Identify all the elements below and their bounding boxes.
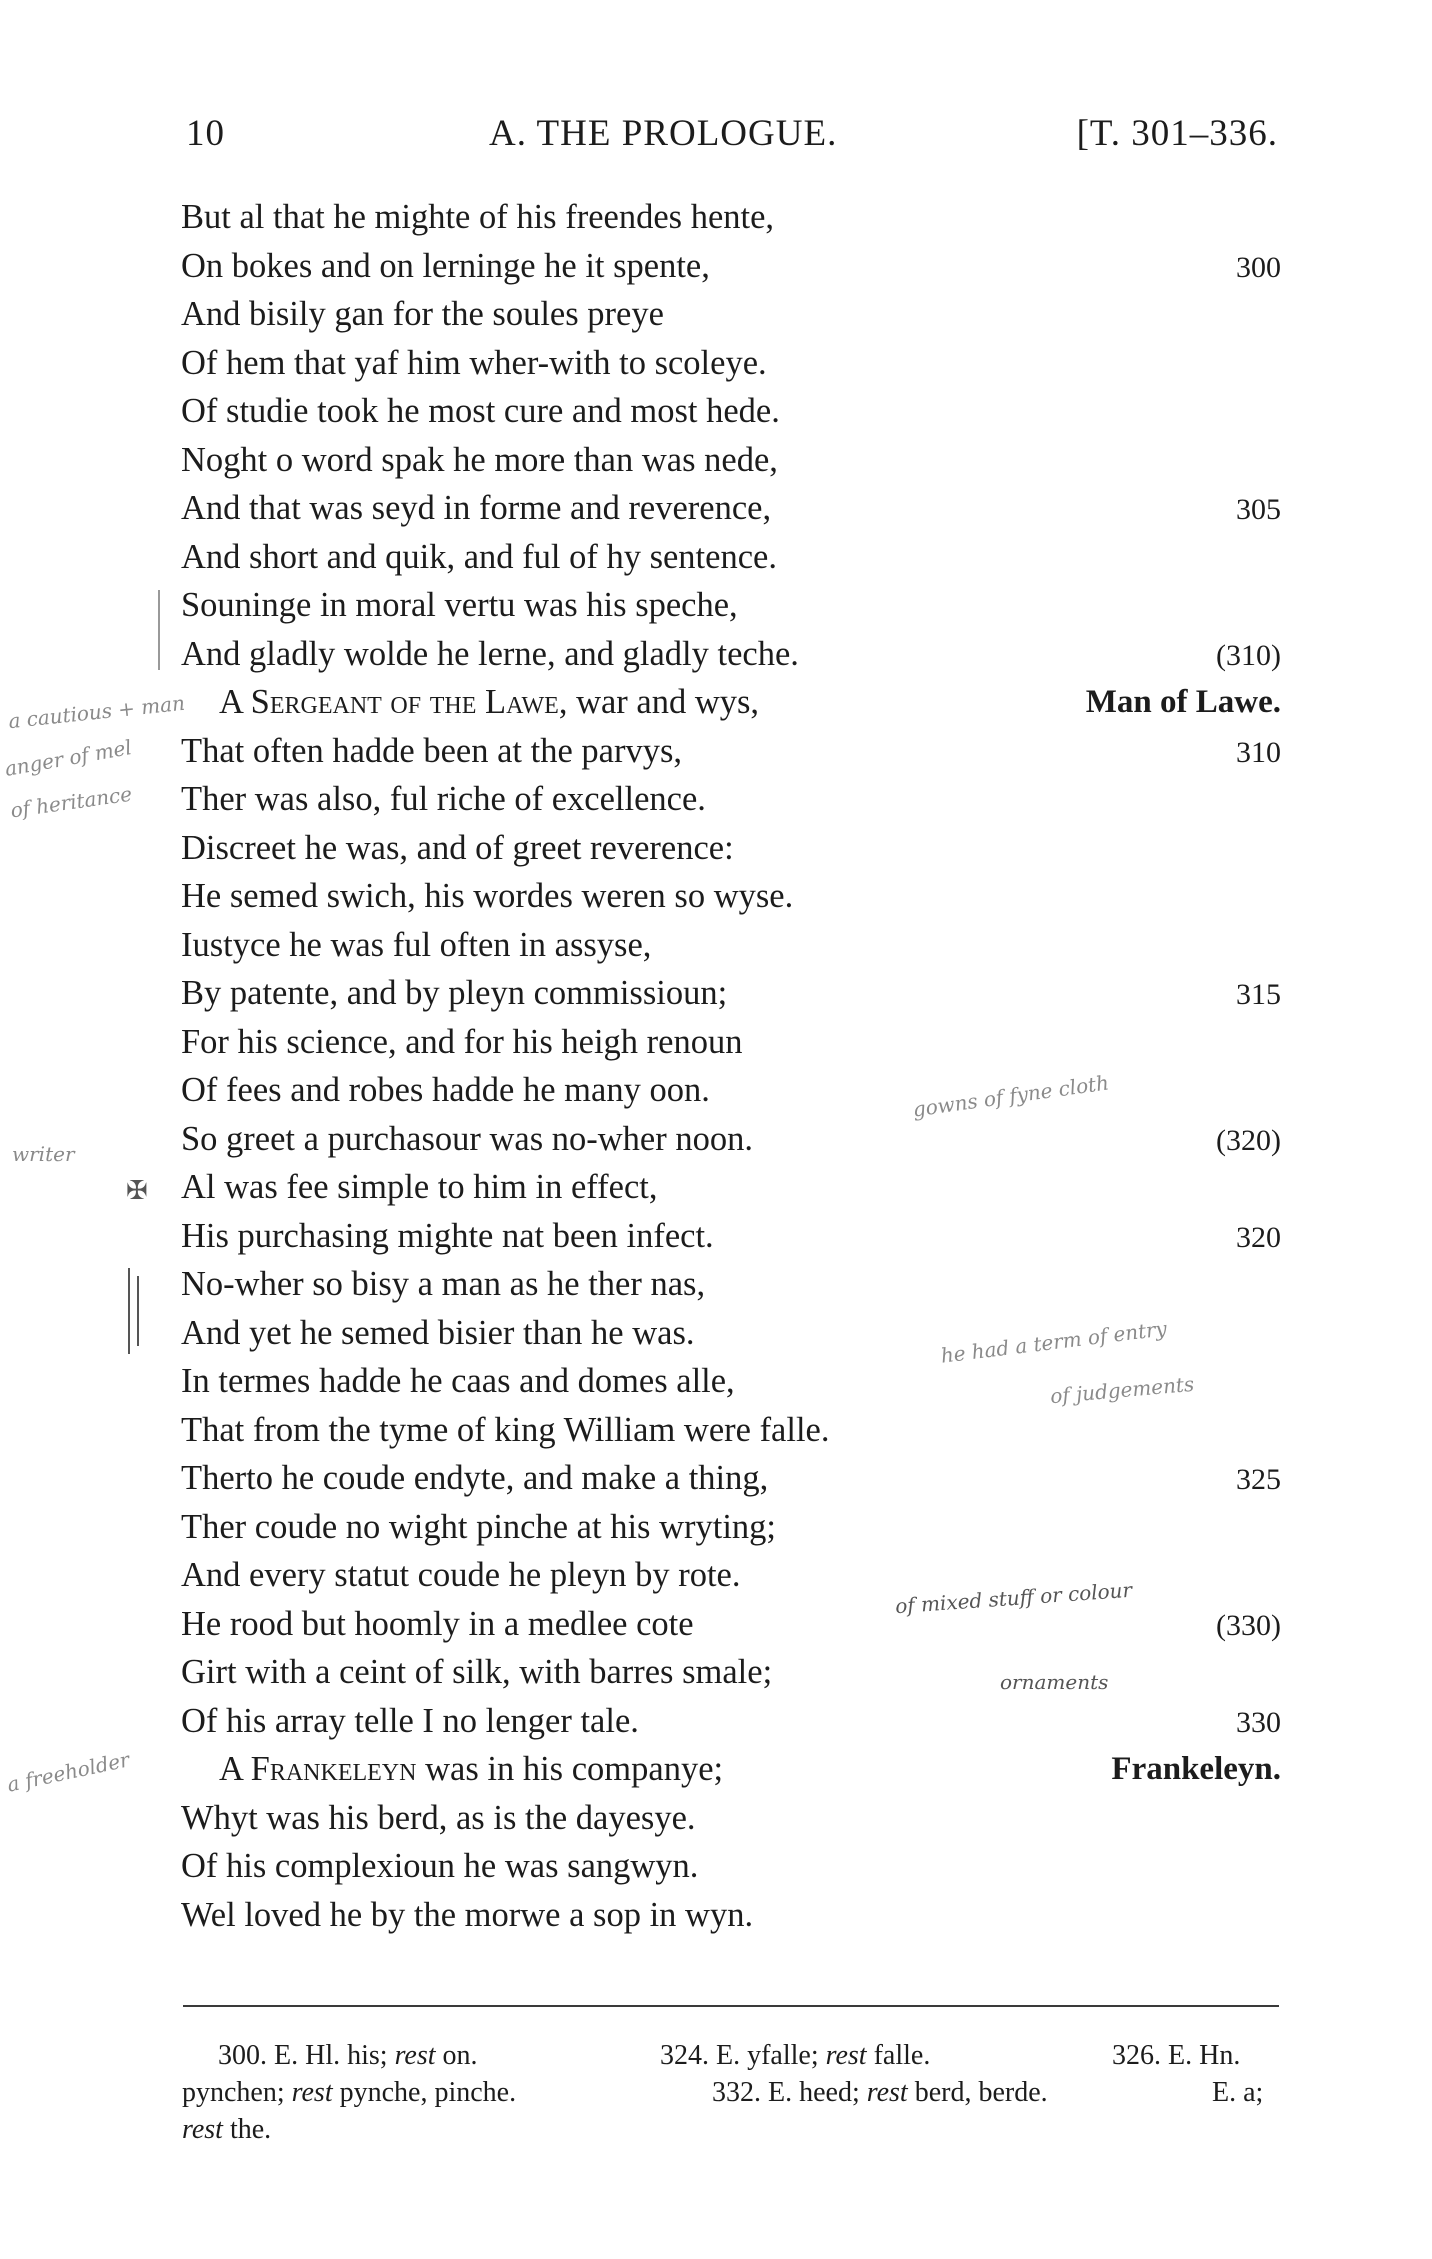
verse-text: , war and wys, — [558, 683, 760, 721]
line-number: 320 — [1236, 1220, 1281, 1254]
verse-line — [181, 1018, 1281, 1067]
verse-text: Discreet he was, and of greet reverence: — [181, 828, 734, 867]
line-number: (330) — [1216, 1608, 1281, 1642]
verse-line — [181, 1163, 1281, 1212]
verse-line — [181, 1454, 1281, 1503]
verse-text: Ther was also, ful riche of excellence. — [181, 780, 706, 818]
verse-text: By patente, and by pleyn commissioun; — [181, 974, 728, 1012]
verse-text: His purchasing mighte nat been infect. — [181, 1216, 714, 1255]
verse-line — [181, 1115, 1281, 1164]
marginal-note: anger of mel — [2, 735, 134, 781]
verse-line — [181, 290, 1281, 339]
verse-text: And short and quik, and ful of hy sentence. — [181, 537, 777, 576]
verse-line — [181, 242, 1281, 291]
verse-text: Of his complexioun he was sangwyn. — [181, 1847, 699, 1885]
verse-text: And every statut coude he pleyn by rote. — [181, 1556, 741, 1594]
footnote-326-cont: pynchen; rest pynche, pinche. — [182, 2077, 517, 2108]
verse-text: Of his array telle I no lenger tale. — [181, 1701, 639, 1740]
verse-text: Noght o word spak he more than was nede, — [181, 440, 778, 479]
verse-text: For his science, and for his heigh renoun — [181, 1022, 743, 1061]
marginal-note: of heritance — [8, 781, 134, 823]
verse-line — [181, 484, 1281, 533]
verse-line — [181, 1794, 1281, 1843]
verse-block — [181, 193, 1281, 1939]
verse-line — [181, 1745, 1281, 1794]
line-number: (310) — [1216, 638, 1281, 672]
line-number: (320) — [1216, 1123, 1281, 1157]
footnote-300: 300. E. Hl. his; rest on. — [218, 2040, 478, 2071]
verse-line — [181, 921, 1281, 970]
verse-text: Of hem that yaf him wher-with to scoleye. — [181, 343, 767, 382]
footnote-rule — [183, 2005, 1279, 2007]
verse-text: Iustyce he was ful often in assyse, — [181, 925, 652, 964]
star-mark: ✠ — [126, 1176, 148, 1205]
verse-line — [181, 1066, 1281, 1115]
margin-bracket — [128, 1268, 130, 1354]
character-name: A Sergeant of the Lawe — [219, 683, 559, 721]
verse-text: Girt with a ceint of silk, with barres smale; — [181, 1653, 773, 1691]
verse-text: So greet a purchasour was no-wher noon. — [181, 1119, 753, 1158]
marginal-note: gowns of fyne cloth — [911, 1070, 1111, 1122]
margin-bracket — [158, 590, 160, 670]
verse-text: was in his companye; — [416, 1750, 724, 1788]
verse-line — [181, 775, 1281, 824]
verse-line — [181, 339, 1281, 388]
footnotes — [182, 2037, 1282, 2148]
verse-line — [181, 387, 1281, 436]
verse-text: On bokes and on lerninge he it spente, — [181, 246, 710, 285]
line-number: 300 — [1236, 250, 1281, 284]
footnote-row — [182, 2111, 1282, 2148]
verse-line — [181, 1260, 1281, 1309]
verse-text: And that was seyd in forme and reverence, — [181, 489, 772, 527]
margin-bracket — [137, 1276, 139, 1346]
marginal-note: ornaments — [1000, 1670, 1109, 1694]
verse-line — [181, 193, 1281, 242]
marginal-note: he had a term of entry — [939, 1316, 1169, 1368]
line-number: 325 — [1236, 1463, 1281, 1496]
verse-text: Whyt was his berd, as is the dayesye. — [181, 1798, 696, 1837]
verse-text: Ther coude no wight pinche at his wryting; — [181, 1507, 776, 1546]
verse-text: He rood but hoomly in a medlee cote — [181, 1604, 694, 1643]
verse-text: Wel loved he by the morwe a sop in wyn. — [181, 1895, 754, 1934]
verse-text: That from the tyme of king William were falle. — [181, 1410, 830, 1449]
line-number: 305 — [1236, 493, 1281, 526]
verse-text: In termes hadde he caas and domes alle, — [181, 1362, 735, 1400]
running-header — [186, 112, 1278, 162]
verse-text: Souninge in moral vertu was his speche, — [181, 586, 738, 624]
verse-line — [181, 1891, 1281, 1940]
footnote-row — [182, 2037, 1282, 2074]
verse-text: That often hadde been at the parvys, — [181, 731, 683, 770]
verse-line — [181, 436, 1281, 485]
verse-line — [181, 678, 1281, 727]
verse-text: And gladly wolde he lerne, and gladly teche. — [181, 634, 799, 673]
footnote-336-start: E. a; — [1212, 2077, 1264, 2108]
verse-line — [181, 1697, 1281, 1746]
verse-text: He semed swich, his wordes weren so wyse. — [181, 877, 794, 915]
verse-text: And yet he semed bisier than he was. — [181, 1313, 695, 1352]
verse-line — [181, 727, 1281, 776]
verse-line — [181, 1648, 1281, 1697]
marginal-note: writer — [12, 1142, 75, 1166]
side-heading: Man of Lawe. — [1085, 684, 1281, 720]
verse-line — [181, 1600, 1281, 1649]
marginal-note: of judgements — [1049, 1371, 1196, 1409]
character-name: A Frankeleyn — [219, 1750, 417, 1788]
page-number: 10 — [186, 113, 225, 154]
verse-line — [181, 1406, 1281, 1455]
footnote-332: 332. E. heed; rest berd, berde. — [712, 2077, 1048, 2108]
line-number: 315 — [1236, 978, 1281, 1011]
line-number: 330 — [1236, 1705, 1281, 1739]
footnote-row — [182, 2074, 1282, 2111]
verse-text: But al that he mighte of his freendes hente, — [181, 198, 775, 236]
verse-line — [181, 1503, 1281, 1552]
verse-line — [181, 969, 1281, 1018]
line-number: 310 — [1236, 735, 1281, 769]
verse-line — [181, 581, 1281, 630]
verse-text: And bisily gan for the soules preye — [181, 295, 664, 333]
marginal-note: a freeholder — [4, 1747, 132, 1797]
verse-text: Therto he coude endyte, and make a thing, — [181, 1459, 769, 1497]
verse-text: No-wher so bisy a man as he ther nas, — [181, 1265, 706, 1303]
verse-line — [181, 824, 1281, 873]
verse-text: Al was fee simple to him in effect, — [181, 1168, 658, 1206]
footnote-326-start: 326. E. Hn. — [1112, 2040, 1241, 2071]
verse-text: Of studie took he most cure and most hede. — [181, 392, 780, 430]
marginal-note: of mixed stuff or colour — [894, 1577, 1133, 1619]
verse-line — [181, 630, 1281, 679]
verse-line — [181, 533, 1281, 582]
running-title: A. THE PROLOGUE. — [489, 113, 838, 154]
verse-line — [181, 1212, 1281, 1261]
marginal-note: a cautious + man — [7, 690, 186, 734]
footnote-336-cont: rest the. — [182, 2114, 272, 2145]
footnote-324: 324. E. yfalle; rest falle. — [660, 2040, 931, 2071]
verse-text: Of fees and robes hadde he many oon. — [181, 1071, 710, 1109]
verse-line — [181, 872, 1281, 921]
verse-line — [181, 1842, 1281, 1891]
line-range: [T. 301–336. — [1076, 113, 1278, 154]
side-heading: Frankeleyn. — [1111, 1751, 1281, 1787]
